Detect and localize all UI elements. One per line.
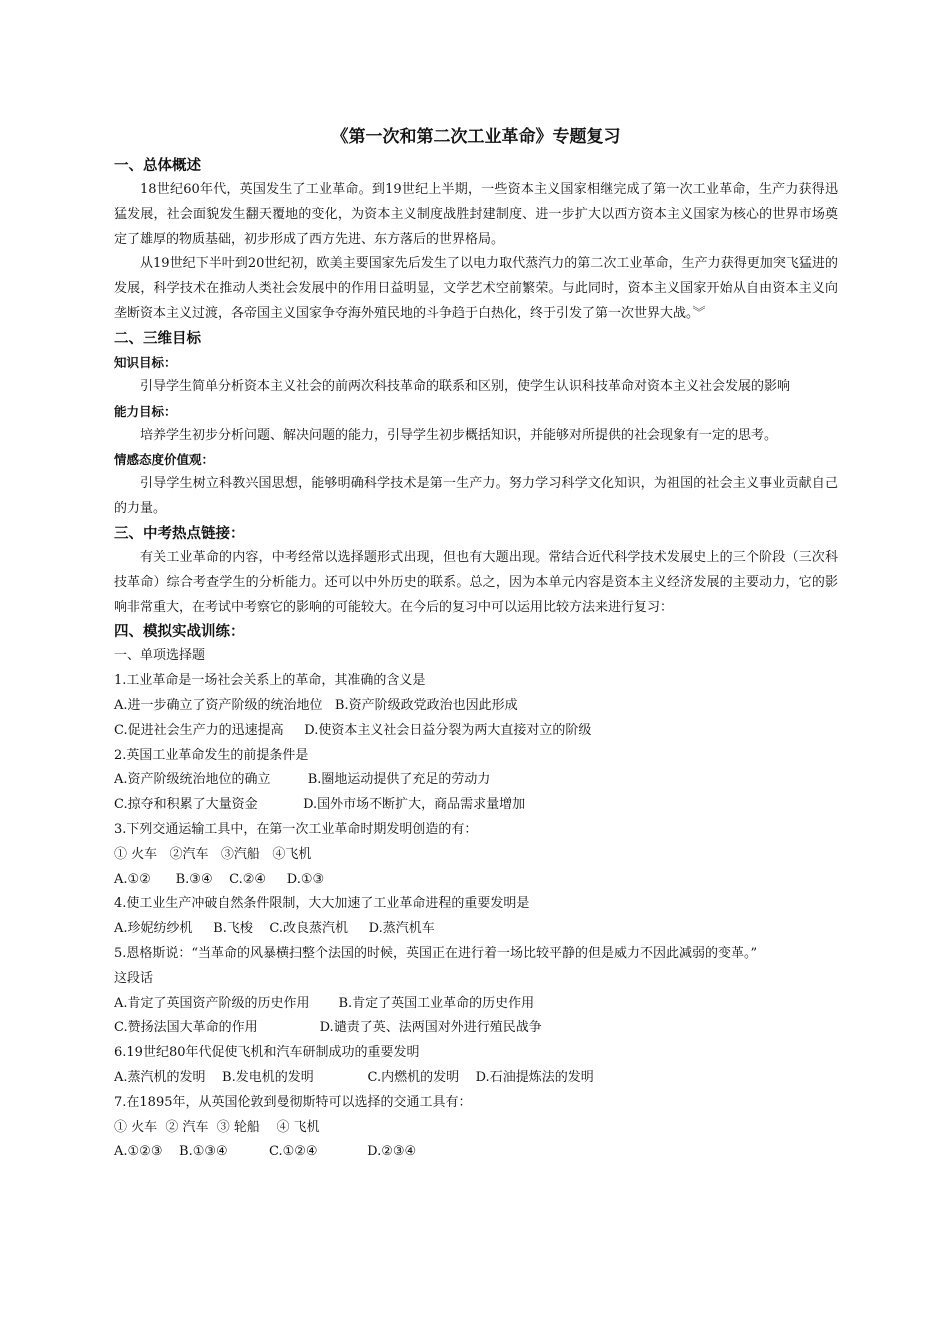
question-line: A.①② B.③④ C.②④ D.①③	[114, 871, 325, 887]
question-line: 3.下列交通运输工具中，在第一次工业革命时期发明创造的有：	[114, 821, 478, 837]
question-line: ① 火车 ② 汽车 ③ 轮船 ④ 飞机	[114, 1119, 320, 1135]
hotspot-text: 有关工业革命的内容，中考经常以选择题形式出现，但也有大题出现。常结合近代科学技术发展史上的三个阶段（三次科技革命）综合考查学生的分析能力。还可以中外历史的联系。总之，因为本单元内容是资本主义经济发展的主要动力，它的影响非常重大，在考试中考察它的影响的可能较大。在今后的复习中可以运用比较方法来进行复习：	[114, 549, 838, 615]
emotion-goal-text: 引导学生树立科教兴国思想，能够明确科学技术是第一生产力。努力学习科学文化知识，为祖国的社会主义事业贡献自己的力量。	[114, 476, 838, 517]
question-line: 7.在1895年，从英国伦敦到曼彻斯特可以选择的交通工具有：	[114, 1094, 472, 1110]
question-line: A.资产阶级统治地位的确立 B.圈地运动提供了充足的劳动力	[114, 772, 491, 788]
section-hotspot-heading: 三、中考热点链接：	[114, 525, 245, 542]
question-line: A.珍妮纺纱机 B.飞梭 C.改良蒸汽机 D.蒸汽机车	[114, 921, 435, 937]
knowledge-goal-label: 知识目标：	[114, 354, 177, 370]
overview-paragraph-2: 从19世纪下半叶到20世纪初，欧美主要国家先后发生了以电力取代蒸汽力的第二次工业革命，生产力获得更加突飞猛进的发展，科学技术在推动人类社会发展中的作用日益明显，文学艺术空前繁荣。与此同时，资本主义国家开始从自由资本主义向垄断资本主义过渡，各帝国主义国家争夺海外殖民地的斗争趋于白热化，终于引发了第一次世界大战。︾	[114, 256, 838, 321]
practice-subheading: 一、单项选择题	[114, 648, 206, 664]
ability-goal-label: 能力目标：	[114, 403, 177, 419]
question-line: C.促进社会生产力的迅速提高 D.使资本主义社会日益分裂为两大直接对立的阶级	[114, 722, 592, 738]
question-line: 2.英国工业革命发生的前提条件是	[114, 747, 309, 763]
question-line: 1.工业革命是一场社会关系上的革命，其准确的含义是	[114, 673, 426, 689]
section-overview-heading: 一、总体概述	[114, 158, 201, 174]
question-line: 4.使工业生产冲破自然条件限制，大大加速了工业革命进程的重要发明是	[114, 896, 530, 912]
question-line: A.进一步确立了资产阶级的统治地位 B.资产阶级政党政治也因此形成	[114, 697, 518, 713]
emotion-goal-label: 情感态度价值观：	[114, 452, 215, 468]
question-line: C.赞扬法国大革命的作用 D.谴责了英、法两国对外进行殖民战争	[114, 1020, 542, 1036]
question-line: 5.恩格斯说：“当革命的风暴横扫整个法国的时候，英国正在进行着一场比较平静的但是威力不因此减弱的变革。”	[114, 945, 758, 961]
question-line: 这段话	[114, 970, 154, 986]
ability-goal-text: 培养学生初步分析问题、解决问题的能力，引导学生初步概括知识，并能够对所提供的社会现象有一定的思考。	[140, 427, 778, 443]
question-line: A.①②③ B.①③④ C.①②④ D.②③④	[114, 1144, 417, 1160]
page-title: 《第一次和第二次工业革命》专题复习	[331, 127, 621, 147]
question-line: A.蒸汽机的发明 B.发电机的发明 C.内燃机的发明 D.石油提炼法的发明	[114, 1069, 594, 1085]
question-line: C.掠夺和积累了大量资金 D.国外市场不断扩大，商品需求量增加	[114, 797, 526, 813]
section-goals-heading: 二、三维目标	[114, 330, 201, 347]
overview-paragraph-1: 18世纪60年代，英国发生了工业革命。到19世纪上半期，一些资本主义国家相继完成了第一次工业革命，生产力获得迅猛发展，社会面貌发生翻天覆地的变化，为资本主义制度战胜封建制度、进一步扩大以西方资本主义国家为核心的世界市场奠定了雄厚的物质基础，初步形成了西方先进、东方落后的世界格局。	[114, 182, 838, 247]
section-practice-heading: 四、模拟实战训练：	[114, 624, 245, 641]
question-line: 6.19世纪80年代促使飞机和汽车研制成功的重要发明	[114, 1045, 420, 1061]
document-page	[114, 124, 838, 1165]
question-line: A.肯定了英国资产阶级的历史作用 B.肯定了英国工业革命的历史作用	[114, 995, 535, 1011]
question-line: ① 火车 ②汽车 ③汽船 ④飞机	[114, 846, 312, 862]
knowledge-goal-text: 引导学生简单分析资本主义社会的前两次科技革命的联系和区别，使学生认识科技革命对资本主义社会发展的影响	[140, 378, 791, 394]
